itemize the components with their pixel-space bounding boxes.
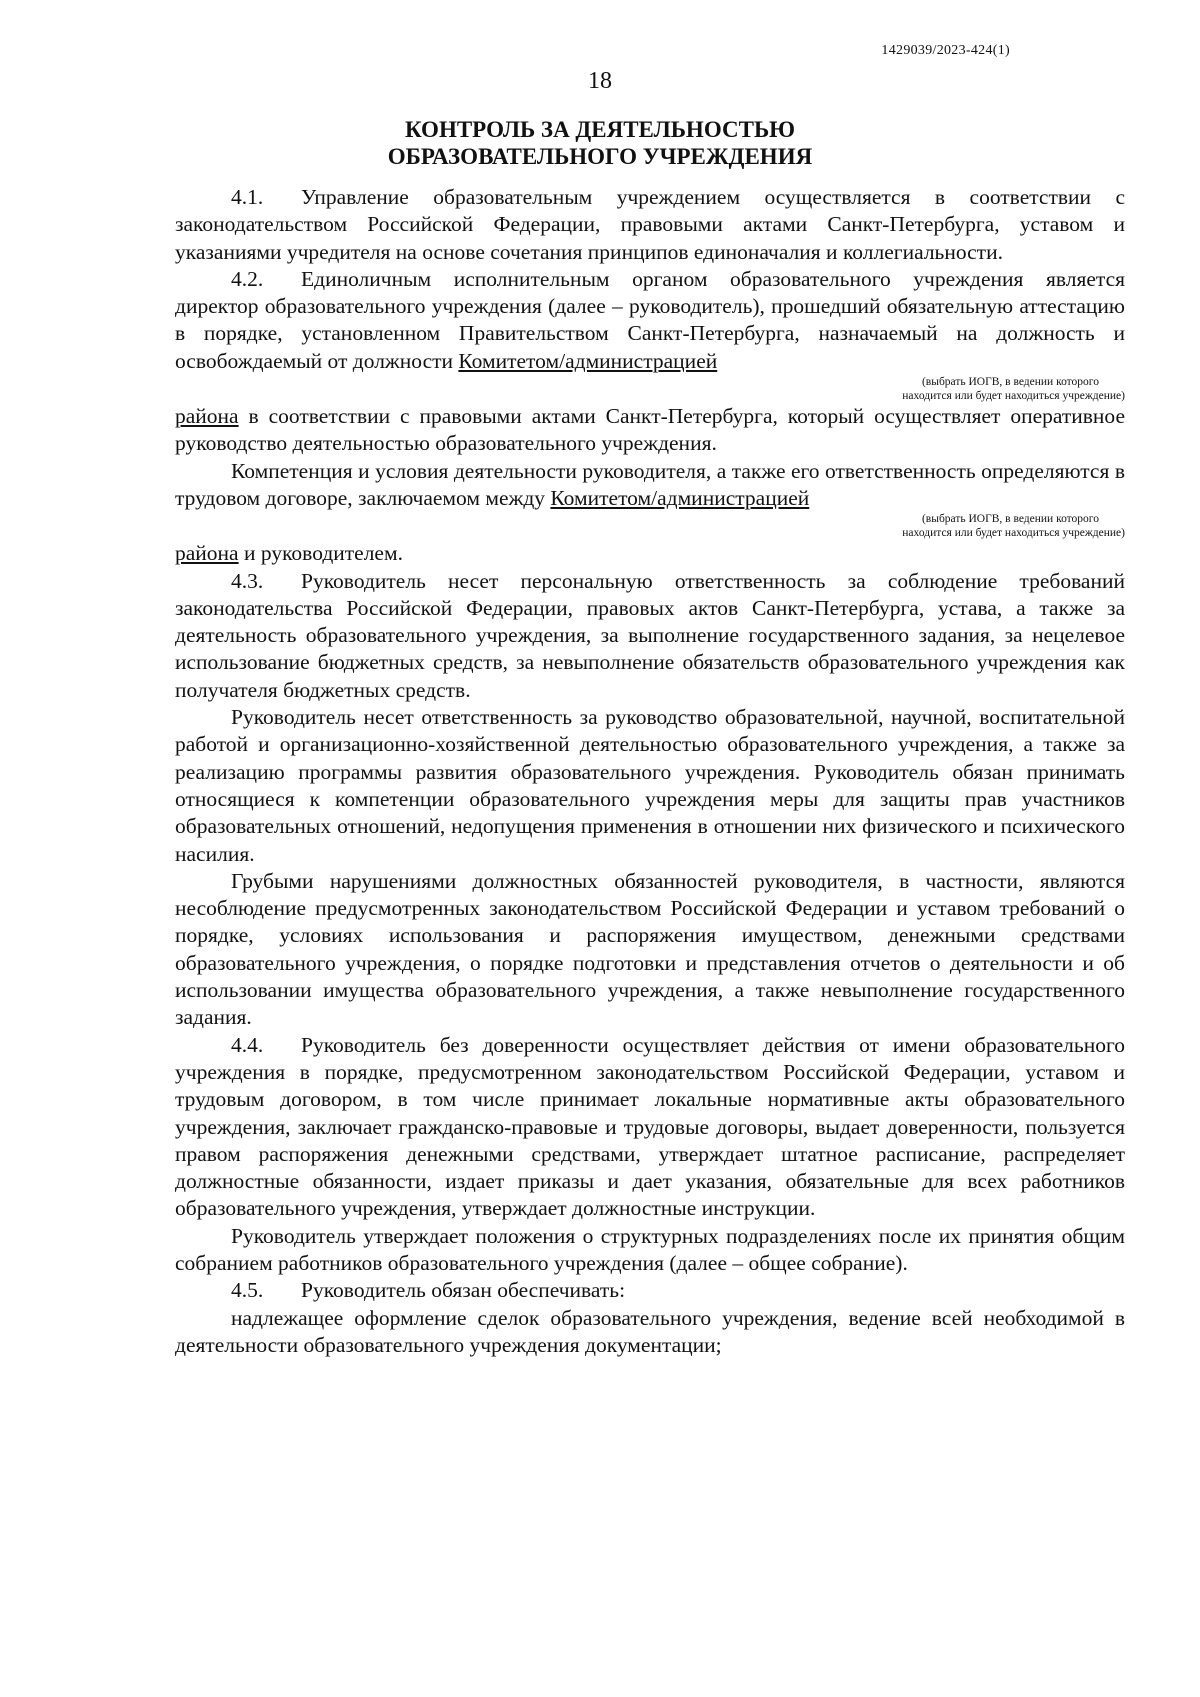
paragraph-4-3-violations <box>175 868 1125 1032</box>
paragraph-text: Компетенция и условия деятельности руководителя, а также его ответственность определяются в трудовом договоре, заключаемом между <box>175 458 1125 510</box>
clause-number: 4.5. <box>231 1278 264 1303</box>
paragraph-4-2-continued <box>175 403 1125 458</box>
footnote-hint <box>175 375 1125 403</box>
document-id: 1429039/2023-424(1) <box>881 43 1010 58</box>
section-title-line-2: ОБРАЗОВАТЕЛЬНОГО УЧРЕЖДЕНИЯ <box>387 144 813 169</box>
paragraph-text: Единоличным исполнительным органом образовательного учреждения является директор образовательного учреждения (далее – руководитель), прошедший обязательную аттестацию в порядке, установленном Правительством Санкт-Петербурга, назначаемый на должность и освобождаемый от должности <box>175 266 1125 373</box>
paragraph-4-5-item <box>175 1305 1125 1360</box>
footnote-line-1: (выбрать ИОГВ, в ведении которого <box>921 513 1099 526</box>
paragraph-text: Руководитель без доверенности осуществляет действия от имени образовательного учреждения в порядке, предусмотренном законодательством Российской Федерации, уставом и трудовым договором, в том числе принимает локальные нормативные акты образовательного учреждения, заключает гражданско-правовые и трудовые договоры, выдает доверенности, пользуется правом распоряжения денежными средствами, утверждает штатное расписание, распределяет должностные обязанности, издает приказы и дает указания, обязательные для всех работников образовательного учреждения, утверждает должностные инструкции. <box>175 1032 1125 1221</box>
paragraph-4-2-competence <box>175 458 1125 513</box>
clause-number: 4.4. <box>231 1032 264 1057</box>
footnote-hint <box>175 512 1125 540</box>
paragraph-4-2-competence-continued <box>175 540 1125 567</box>
page-number: 18 <box>588 68 612 94</box>
paragraph-text: Руководитель несет персональную ответственность за соблюдение требований законодательства Российской Федерации, правовых актов Санкт-Петербурга, устава, а также за деятельность образовательного учреждения, за выполнение государственного задания, за нецелевое использование бюджетных средств, за невыполнение обязательств образовательного учреждения как получателя бюджетных средств. <box>175 568 1125 702</box>
clause-number: 4.1. <box>231 185 264 209</box>
paragraph-4-1 <box>175 184 1125 266</box>
paragraph-4-3-responsibility <box>175 704 1125 868</box>
clause-number: 4.3. <box>231 568 264 593</box>
underlined-district: района <box>175 541 239 566</box>
footnote-line-2: находится или будет находиться учреждение) <box>902 527 1125 540</box>
paragraph-text: надлежащее оформление сделок образовательного учреждения, ведение всей необходимой в деятельности образовательного учреждения документации; <box>175 1305 1125 1357</box>
paragraph-4-4 <box>175 1032 1125 1223</box>
paragraph-text: Руководитель несет ответственность за руководство образовательной, научной, воспитательной работой и организационно-хозяйственной деятельностью образовательного учреждения, а также за реализацию программы развития образовательного учреждения. Руководитель обязан принимать относящиеся к компетенции образовательного учреждения меры для защиты прав участников образовательных отношений, недопущения применения в отношении них физического и психического насилия. <box>175 705 1125 866</box>
document-body <box>175 184 1125 1359</box>
paragraph-text: Грубыми нарушениями должностных обязанностей руководителя, в частности, являются несоблюдение предусмотренных законодательством Российской Федерации и уставом требований о порядке, условиях использования и распоряжения имуществом, денежными средствами образовательного учреждения, о порядке подготовки и представления отчетов о деятельности и об использовании имущества образовательного учреждения, а также невыполнение государственного задания. <box>175 868 1125 1030</box>
paragraph-4-3 <box>175 568 1125 704</box>
paragraph-4-2 <box>175 266 1125 375</box>
paragraph-text: Руководитель обязан обеспечивать: <box>301 1278 626 1303</box>
paragraph-text: Руководитель утверждает положения о структурных подразделениях после их принятия общим собранием работников образовательного учреждения (далее – общее собрание). <box>175 1223 1125 1275</box>
paragraph-text: Управление образовательным учреждением осуществляется в соответствии с законодательством Российской Федерации, правовыми актами Санкт-Петербурга, уставом и указаниями учредителя на основе сочетания принципов единоначалия и коллегиальности. <box>175 185 1125 264</box>
paragraph-4-4-regulations <box>175 1223 1125 1278</box>
section-title-line-1: КОНТРОЛЬ ЗА ДЕЯТЕЛЬНОСТЬЮ <box>404 117 796 142</box>
paragraph-4-5 <box>175 1277 1125 1304</box>
footnote-line-2: находится или будет находиться учреждение) <box>902 390 1125 403</box>
paragraph-text: в соответствии с правовыми актами Санкт-Петербурга, который осуществляет оперативное руководство деятельностью образовательного учреждения. <box>175 404 1125 456</box>
paragraph-text: и руководителем. <box>238 541 403 566</box>
clause-number: 4.2. <box>231 266 264 291</box>
section-title <box>0 116 1200 170</box>
underlined-authority: Комитетом/администрацией <box>550 485 810 510</box>
underlined-district: района <box>175 404 239 429</box>
underlined-authority: Комитетом/администрацией <box>458 348 718 373</box>
footnote-line-1: (выбрать ИОГВ, в ведении которого <box>921 376 1099 389</box>
